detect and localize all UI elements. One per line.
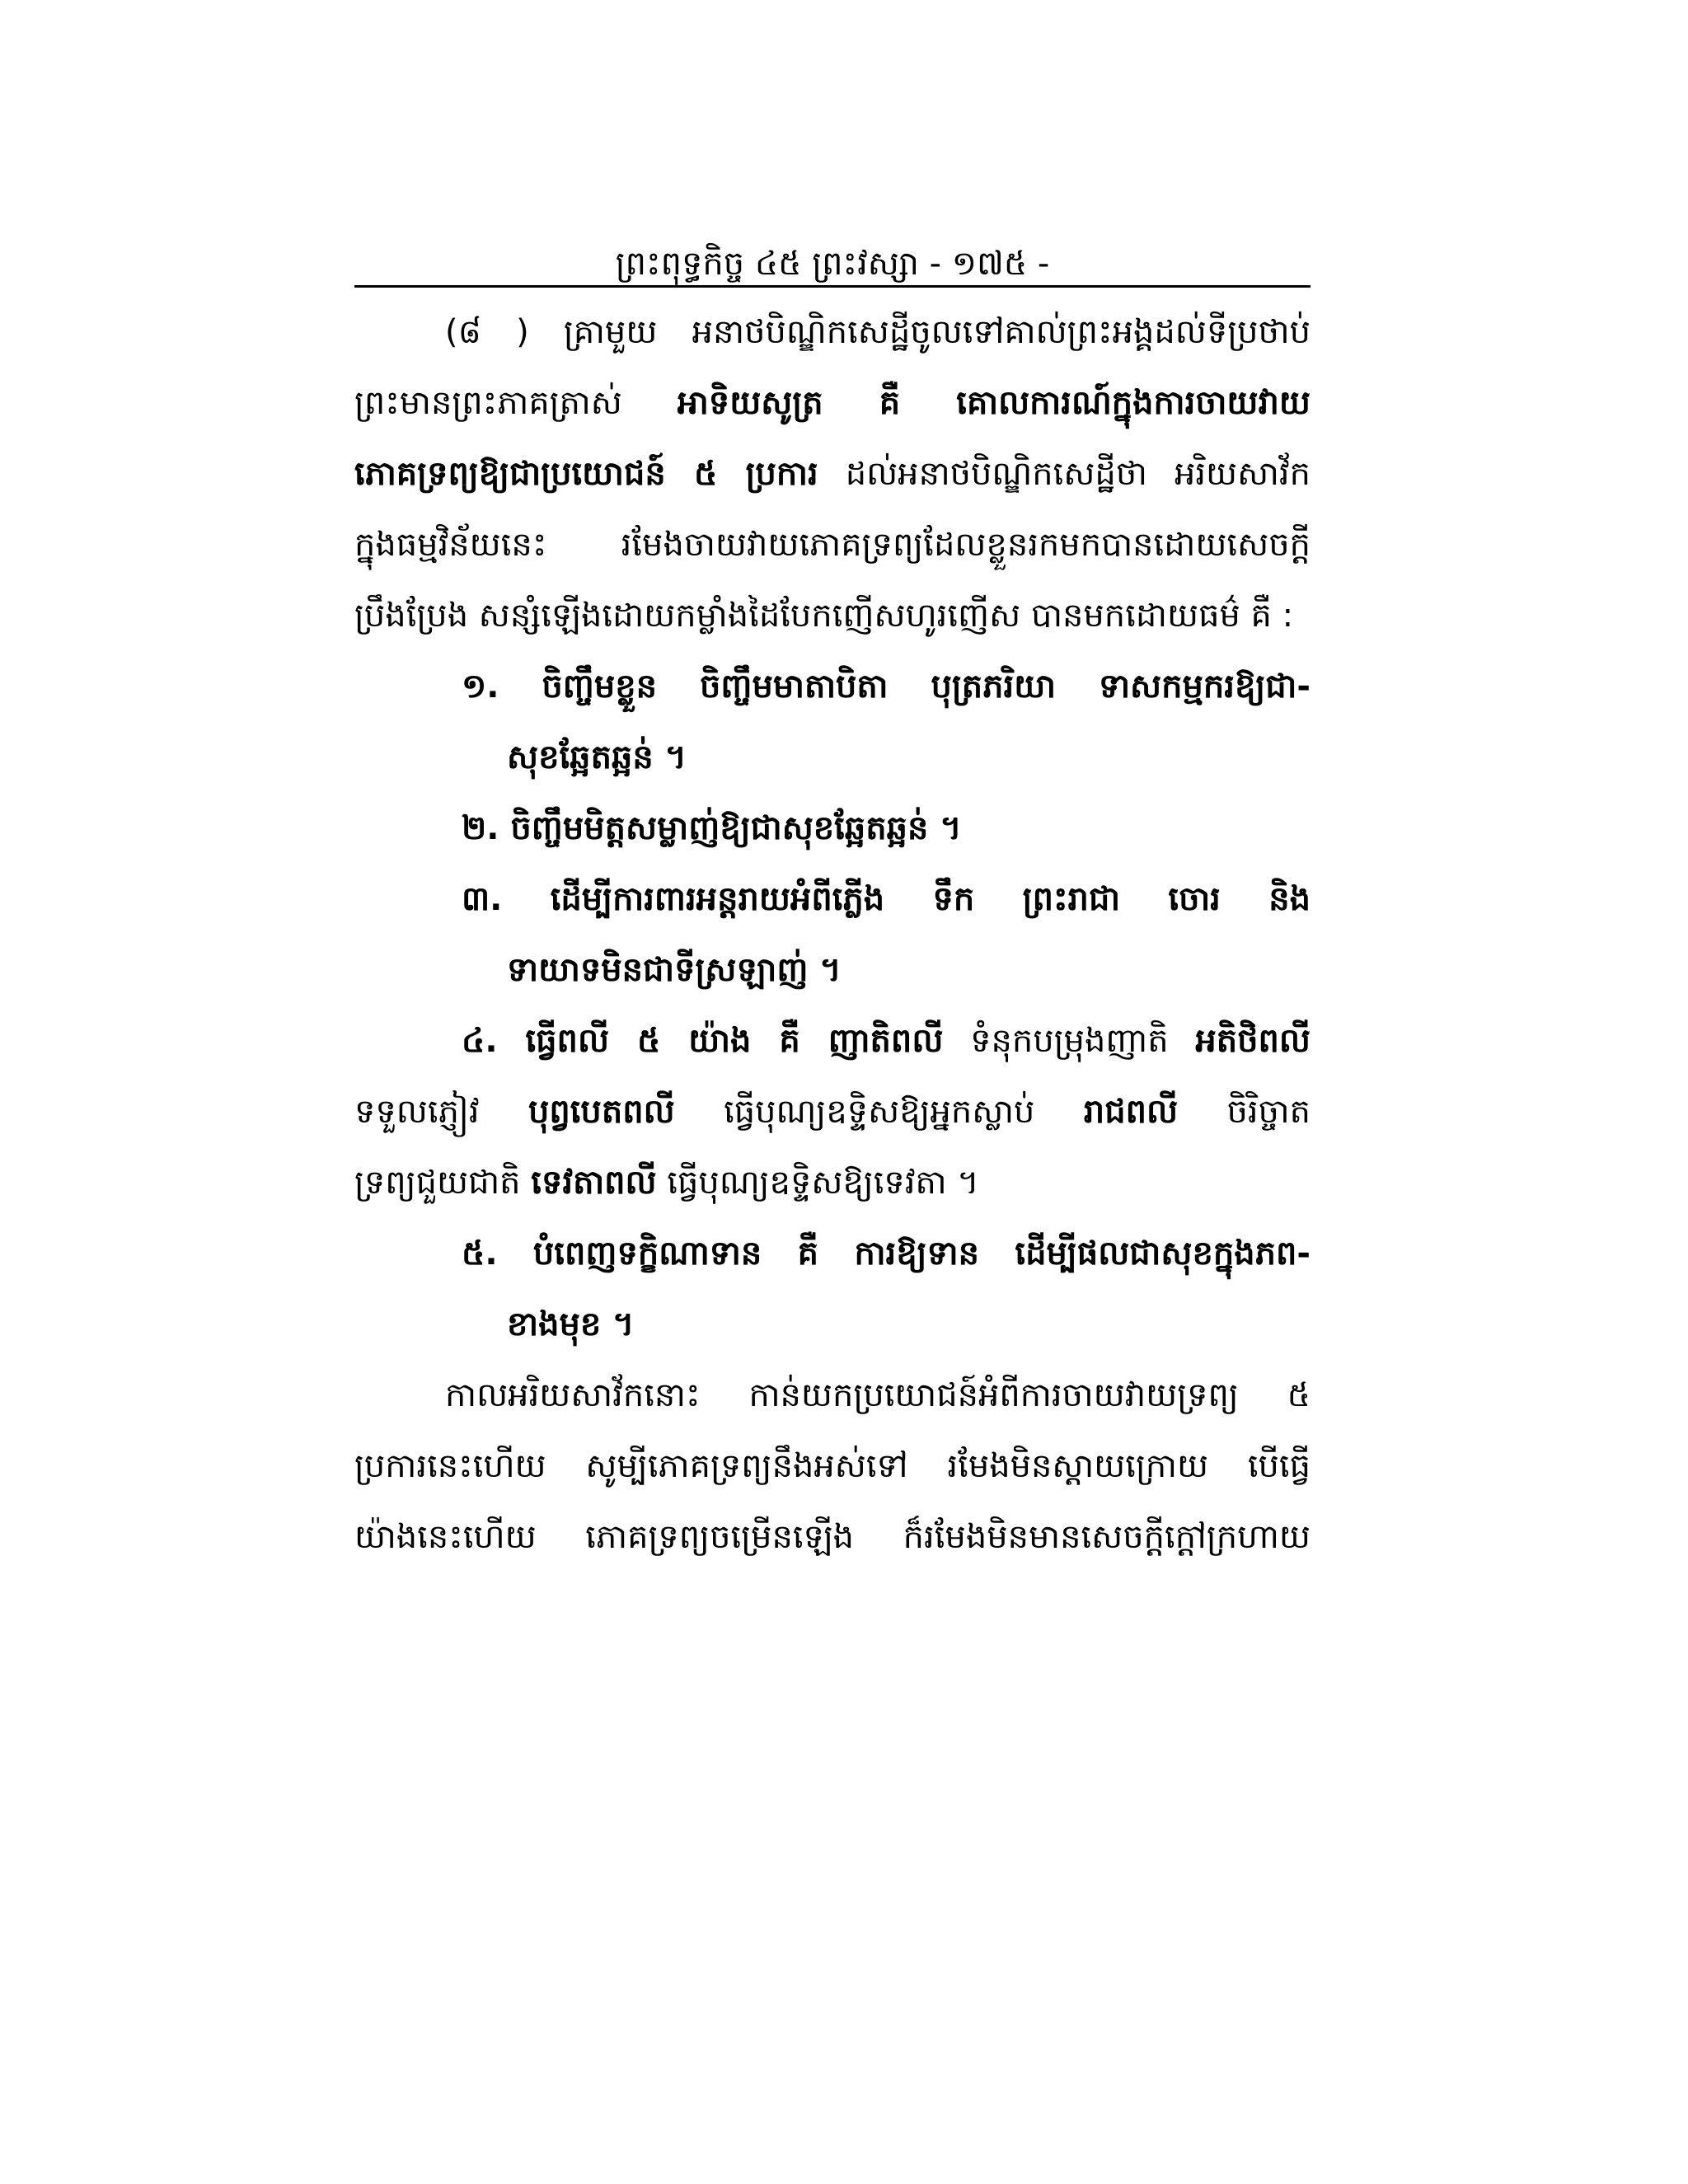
- text-span: បុព្វបេតពលី: [528, 1093, 675, 1131]
- text-span: ទទួលភ្ញៀវ: [354, 1093, 528, 1131]
- text-span: ព្រះមានព្រះភាគត្រាស់: [354, 384, 678, 422]
- paragraph-2-line-2: ប្រការនេះហើយ សូម្បីភោគទ្រព្យនឹងអស់ទៅ រមែងមិនស្ដាយក្រោយ បើធ្វើ: [354, 1447, 1311, 1485]
- list-item-5-cont: ខាងមុខ ។: [507, 1305, 635, 1343]
- text-span: ទ្រព្យជួយជាតិ: [354, 1164, 532, 1202]
- list-item-4-line-3: [354, 1147, 1311, 1218]
- paragraph-1-line-3: [354, 438, 1311, 509]
- text-span: ៤. ធ្វើពលី ៥ យ៉ាង គឺ ញាតិពលី: [462, 1022, 944, 1060]
- list-item-2: ២. ចិញ្ចឹមមិត្តសម្លាញ់ឱ្យជាសុខឆ្អែតឆ្អន់ ។: [462, 809, 962, 847]
- text-span: អតិថិពលី: [1195, 1022, 1311, 1060]
- text-span: ទេវតាពលី: [531, 1164, 657, 1202]
- list-item-5: ៥. បំពេញទក្ខិណាទាន គឺ ការឱ្យទាន ដើម្បីផលជាសុខក្នុងភព-: [462, 1235, 1311, 1272]
- paragraph-1-line-1: (៨ ) គ្រាមួយ អនាថបិណ្ឌិកសេដ្ឋីចូលទៅគាល់ព្រះអង្គដល់ទីប្រថាប់: [445, 313, 1311, 351]
- paragraph-1-line-2: [354, 368, 1311, 438]
- sutta-title: អាទិយសូត្រ គឺ គោលការណ៍ក្នុងការចាយវាយ: [677, 384, 1311, 422]
- list-item-1-cont: សុខឆ្អែតឆ្អន់ ។: [507, 738, 687, 776]
- text-span: ចិរិច្ចាត: [1178, 1093, 1311, 1131]
- paragraph-1-line-5: ប្រឹងប្រែង សន្សំឡើងដោយកម្លាំងដៃបែកញើសហូរញើស បានមកដោយធម៌ គឺ :: [354, 597, 1294, 635]
- list-item-4: [354, 1005, 1311, 1076]
- text-span: ទំនុកបម្រុងញាតិ: [943, 1022, 1196, 1060]
- paragraph-1-line-4: ក្នុងធម្មវិន័យនេះ រមែងចាយវាយភោគទ្រព្យដែលខ្លួនរកមកបានដោយសេចក្ដី: [354, 526, 1311, 564]
- page-body: [354, 297, 1311, 1572]
- list-item-3: ៣. ដើម្បីការពារអន្តរាយអំពីភ្លើង ទឹក ព្រះរាជា ចោរ និង: [462, 880, 1311, 918]
- list-item-4-line-2: [354, 1076, 1311, 1147]
- list-item-1: ១. ចិញ្ចឹមខ្លួន ចិញ្ចឹមមាតាបិតា បុត្រភរិយា ទាសកម្មករឱ្យជា-: [462, 668, 1311, 705]
- paragraph-2-line-3: យ៉ាងនេះហើយ ភោគទ្រព្យចម្រើនឡើង ក៏រមែងមិនមានសេចក្ដីក្ដៅក្រហាយ: [354, 1518, 1311, 1556]
- page-header: ព្រះពុទ្ធកិច្ច ៤៥ ព្រះវស្សា - ១៧៥ -: [615, 245, 1050, 283]
- paragraph-2-line-1: កាលអរិយសាវ័កនោះ កាន់យកប្រយោជន៍អំពីការចាយវាយទ្រព្យ ៥: [445, 1376, 1311, 1414]
- text-span: ធ្វើបុណ្យឧទ្ទិសឱ្យទេវតា ។: [656, 1164, 979, 1202]
- list-item-3-cont: ទាយាទមិនជាទីស្រឡាញ់ ។: [507, 951, 842, 989]
- text-span: ដល់អនាថបិណ្ឌិកសេដ្ឋីថា អរិយសាវ័ក: [818, 455, 1311, 493]
- text-span: រាជពលី: [1083, 1093, 1179, 1131]
- header-rule: [354, 285, 1311, 288]
- text-span: ធ្វើបុណ្យឧទ្ទិសឱ្យអ្នកស្លាប់: [674, 1093, 1084, 1131]
- sutta-title-cont: ភោគទ្រព្យឱ្យជាប្រយោជន៍ ៥ ប្រការ: [354, 455, 818, 493]
